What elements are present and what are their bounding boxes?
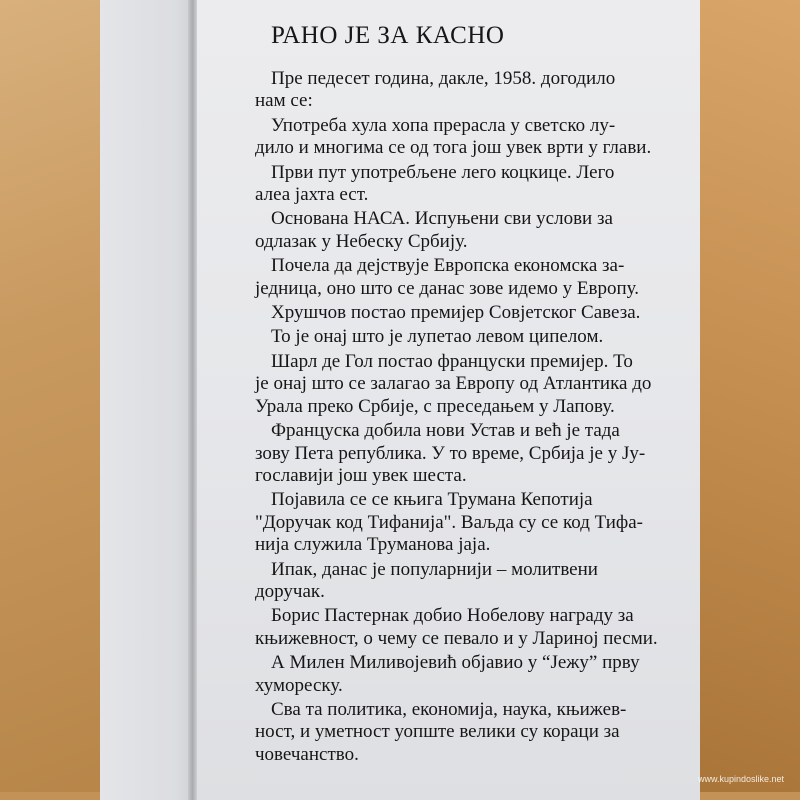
paragraph <box>255 489 655 556</box>
paragraph <box>255 559 655 604</box>
paragraph <box>255 652 655 697</box>
paragraph <box>255 351 655 418</box>
page-text <box>255 22 658 768</box>
text-line: гославији још увек шеста. <box>255 464 467 486</box>
text-line: Пре педесет година, дакле, 1958. догодило <box>271 68 616 89</box>
text-line: нам се: <box>255 90 313 112</box>
paragraph <box>255 115 655 160</box>
text-line: "Доручак код Тифанија". Ваљда су се код Тифа- <box>255 511 643 533</box>
text-line: доручак. <box>255 580 325 602</box>
text-line: Ипак, данас је популарнији – молитвени <box>271 558 598 580</box>
paragraph <box>255 162 655 207</box>
paragraph <box>255 420 655 487</box>
text-line: Француска добила нови Устав и већ је тада <box>271 420 620 442</box>
paragraph <box>255 255 655 300</box>
text-line: Појавила се се књига Трумана Кепотија <box>271 489 593 511</box>
text-line: Употреба хула хопа прерасла у светско лу- <box>271 114 616 136</box>
text-line: То је онај што је лупетао левом ципелом. <box>271 326 604 348</box>
text-line: Борис Пастернак добио Нобелову награду за <box>271 605 634 627</box>
text-line: Први пут употребљене лего коцкице. Лего <box>271 161 615 183</box>
text-line: алеа јахта ест. <box>255 184 369 206</box>
text-line: Шарл де Гол постао француски премијер. То <box>271 350 633 372</box>
paragraph <box>255 302 655 324</box>
paragraph <box>255 208 655 253</box>
paragraph <box>255 605 658 650</box>
text-line: одлазак у Небеску Србију. <box>255 230 468 252</box>
table-surface-right <box>695 0 800 800</box>
text-line: Урала преко Србије, с преседањем у Лапову. <box>255 395 615 417</box>
text-line: дило и многима се од тога још увек врти у глави. <box>255 137 652 159</box>
paragraph-list <box>255 68 658 766</box>
paragraph <box>255 68 655 113</box>
text-line: Хрушчов постао премијер Совјетског Савеза. <box>271 302 641 324</box>
text-line: Почела да дејствује Европска економска за- <box>271 255 625 277</box>
paragraph <box>255 326 655 348</box>
text-line: хумореску. <box>255 674 343 696</box>
text-line: А Милен Миливојевић објавио у “Јежу” прву <box>271 652 640 674</box>
text-line: човечанство. <box>255 743 359 765</box>
text-line: нија служила Труманова јаја. <box>255 534 491 556</box>
left-page <box>100 0 195 800</box>
text-line: Основана НАСА. Испуњени сви услови за <box>271 208 613 230</box>
text-line: је онај што се залагао за Европу од Атлантика до <box>255 373 652 395</box>
text-line: књижевност, о чему се певало и у Лариној песми. <box>255 627 658 649</box>
text-line: ност, и уметност уопште велики су кораци за <box>255 721 620 743</box>
table-surface-left <box>0 0 105 800</box>
paragraph <box>255 699 655 766</box>
text-line: зову Пета република. У то време, Србија је у Ју- <box>255 442 646 464</box>
text-line: једница, оно што се данас зове идемо у Европу. <box>255 277 639 299</box>
text-line: Сва та политика, економија, наука, књижев- <box>271 698 627 720</box>
watermark: www.kupindoslike.net <box>698 774 785 784</box>
chapter-title: РАНО ЈЕ ЗА КАСНО <box>271 22 505 49</box>
